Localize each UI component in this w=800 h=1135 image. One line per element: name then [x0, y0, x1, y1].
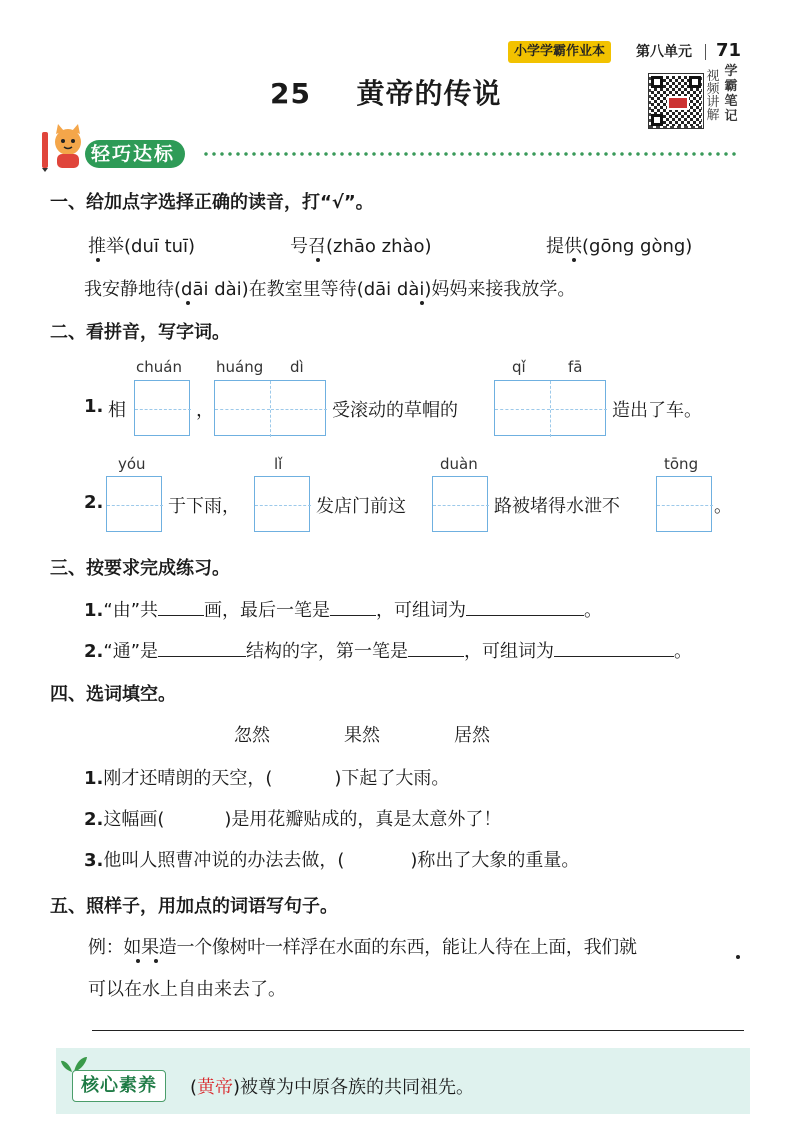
writing-grid-box[interactable]: [254, 476, 310, 532]
writing-grid-box[interactable]: [432, 476, 488, 532]
answer-blank[interactable]: [330, 614, 376, 616]
emphasis-dot: [154, 959, 158, 963]
writing-grid-box[interactable]: [214, 380, 326, 436]
s2-text: 造出了车。: [612, 400, 702, 421]
item-number: 2.: [84, 492, 104, 513]
emphasis-dot: [96, 258, 100, 262]
s2-text: 。: [714, 496, 732, 517]
banner-dotted-line: [202, 152, 737, 156]
emphasis-dot: [316, 258, 320, 262]
footer-highlight: 黄帝: [197, 1077, 234, 1098]
s2-text: 于下雨，: [168, 496, 240, 517]
pinyin-label: yóu: [118, 455, 146, 473]
s1-item-3: [546, 232, 692, 258]
emphasis-dot: [136, 959, 140, 963]
word-choice: 居然: [454, 725, 490, 746]
book-brand-label: 小学学霸作业本: [508, 41, 611, 63]
core-literacy-tag: 核心素养: [72, 1070, 166, 1102]
writing-grid-box[interactable]: [134, 380, 190, 436]
unit-label: 第八单元: [636, 44, 692, 60]
pinyin-label: lǐ: [274, 455, 283, 473]
example-line-1: 例：如果造一个像树叶一样浮在水面的东西，能让人待在上面，我们就: [88, 937, 637, 958]
qr-caption-video: 视 频 讲 解: [706, 69, 720, 123]
s1-word: 号召: [290, 236, 326, 257]
s1-options: (gōng gòng): [582, 236, 693, 257]
section3-heading: 三、按要求完成练习。: [50, 558, 230, 579]
emphasis-dot: [572, 258, 576, 262]
lesson-number: 25: [270, 77, 311, 110]
s1-options: (duī tuī): [124, 236, 196, 257]
lesson-title: 黄帝的传说: [356, 77, 502, 110]
s1-word: 推举: [88, 236, 124, 257]
pinyin-label: fā: [568, 358, 583, 376]
pinyin-label: qǐ: [512, 358, 526, 376]
s4-question-1: 1.刚才还晴朗的天空，( )下起了大雨。: [84, 768, 450, 789]
writing-grid-box[interactable]: [494, 380, 606, 436]
mascot-cat-icon: [40, 122, 88, 172]
header-divider: [705, 44, 706, 60]
section5-heading: 五、照样子，用加点的词语写句子。: [50, 896, 338, 917]
section-banner: 轻巧达标: [85, 140, 185, 168]
s3-question-2: 2.“通”是 结构的字，第一笔是 ，可组词为 。: [84, 641, 693, 662]
item-number: 1.: [84, 396, 104, 417]
s2-text: 路被堵得水泄不: [494, 496, 620, 517]
s4-question-3: 3.他叫人照曹冲说的办法去做，( )称出了大象的重量。: [84, 850, 580, 871]
s1-options: (zhāo zhào): [326, 236, 432, 257]
footer-text: (黄帝)被尊为中原各族的共同祖先。: [190, 1077, 475, 1098]
pinyin-label: duàn: [440, 455, 478, 473]
writing-grid-box[interactable]: [106, 476, 162, 532]
s4-question-2: 2.这幅画( )是用花瓣贴成的，真是太意外了！: [84, 809, 502, 830]
pinyin-label: huáng: [216, 358, 264, 376]
word-choice: 果然: [344, 725, 380, 746]
s2-text: ，: [196, 400, 214, 421]
pinyin-label: tōng: [664, 455, 699, 473]
answer-blank[interactable]: [408, 655, 464, 657]
s1-sentence: 我安静地待(dāi dài)在教室里等待(dāi dài)妈妈来接我放学。: [84, 279, 576, 300]
word-choice: 忽然: [234, 725, 270, 746]
answer-blank[interactable]: [466, 614, 584, 616]
page-title: [270, 72, 501, 112]
pinyin-label: dì: [290, 358, 304, 376]
emphasis-dot: [736, 955, 740, 959]
qr-code-icon[interactable]: [648, 73, 704, 129]
emphasis-dot: [186, 301, 190, 305]
s3-question-1: 1.“由”共 画，最后一笔是 ，可组词为 。: [84, 600, 603, 621]
s2-text: 相: [108, 400, 126, 421]
answer-line[interactable]: [92, 1030, 744, 1031]
page-number: 71: [716, 40, 742, 61]
s2-text: 发店门前这: [316, 496, 406, 517]
section1-heading: 一、给加点字选择正确的读音，打“√”。: [50, 192, 374, 213]
section2-heading: 二、看拼音，写字词。: [50, 322, 230, 343]
writing-grid-box[interactable]: [656, 476, 712, 532]
section4-heading: 四、选词填空。: [50, 684, 176, 705]
emphasis-dot: [420, 301, 424, 305]
qr-caption-notes: 学 霸 笔 记: [724, 64, 738, 124]
answer-blank[interactable]: [158, 614, 204, 616]
s2-text: 受滚动的草帽的: [332, 400, 458, 421]
pinyin-label: chuán: [136, 358, 182, 376]
answer-blank[interactable]: [158, 655, 246, 657]
s1-item-2: [290, 232, 432, 258]
answer-blank[interactable]: [554, 655, 674, 657]
s1-item-1: [88, 232, 195, 258]
example-line-2: 可以在水上自由来去了。: [88, 979, 286, 1000]
s1-word: 提供: [546, 236, 582, 257]
